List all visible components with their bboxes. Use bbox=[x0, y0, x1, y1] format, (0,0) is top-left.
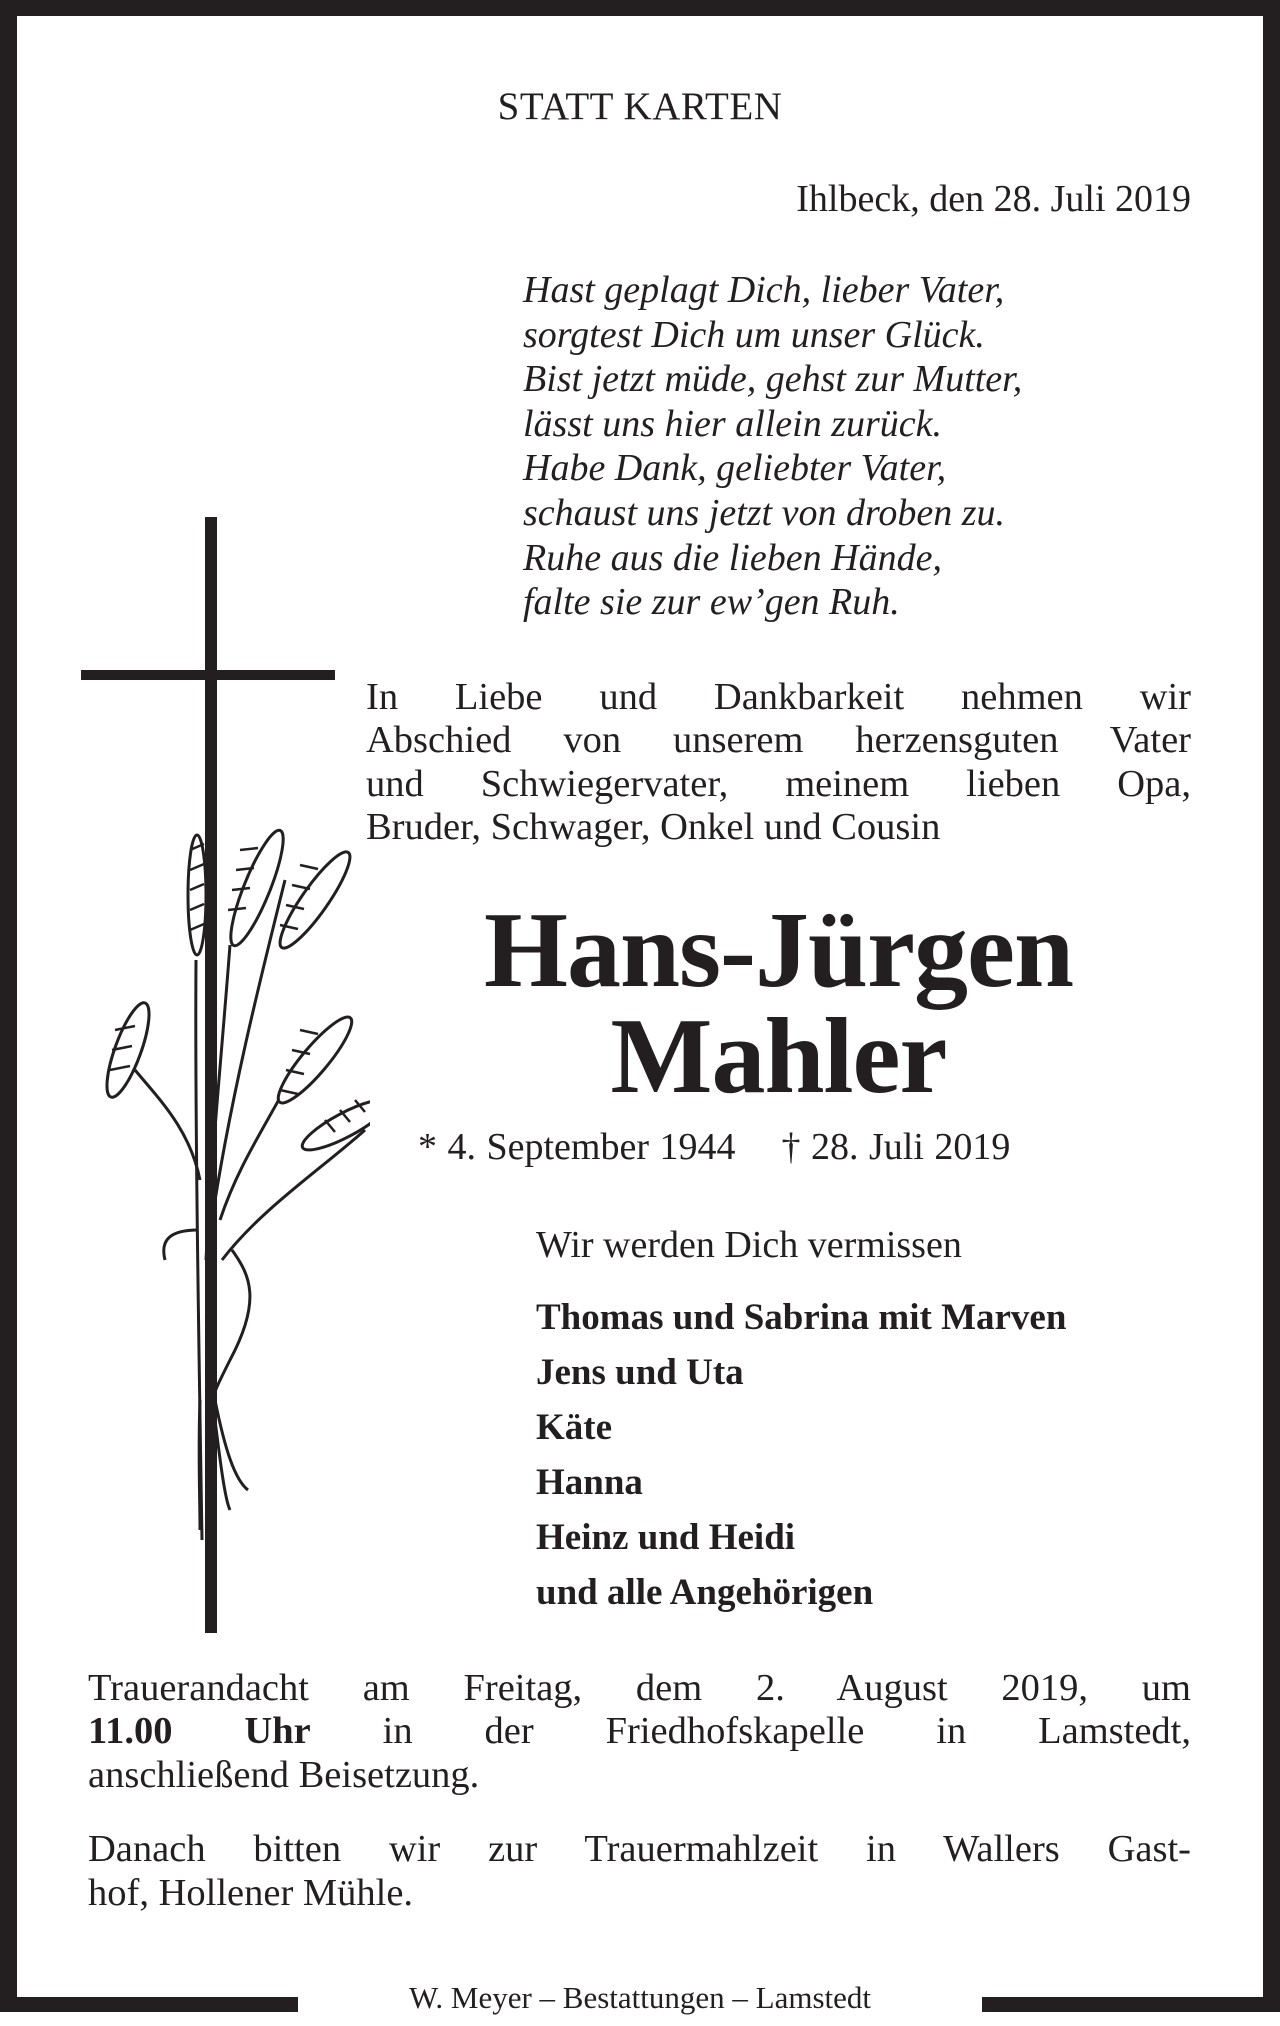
mourner: Heinz und Heidi bbox=[536, 1517, 796, 1558]
poem bbox=[523, 268, 1022, 625]
undertaker-footer: W. Meyer – Bestattungen – Lamstedt bbox=[408, 1980, 872, 2015]
wheat-ears-icon bbox=[135, 880, 365, 1540]
poem-line: lässt uns hier allein zurück. bbox=[523, 402, 943, 445]
wheat-heads bbox=[99, 826, 370, 1158]
missing-you-line: Wir werden Dich vermissen bbox=[536, 1224, 962, 1266]
place-date-line: Ihlbeck, den 28. Juli 2019 bbox=[796, 178, 1191, 220]
service-line bbox=[88, 1710, 1191, 1753]
death-date: † 28. Juli 2019 bbox=[781, 1126, 1011, 1168]
border-bottom-left bbox=[0, 1997, 298, 2012]
funeral-meal-info bbox=[88, 1827, 1191, 1915]
mourner: und alle Angehörigen bbox=[536, 1572, 874, 1613]
poem-line: sorgtest Dich um unser Glück. bbox=[523, 313, 985, 356]
mourner: Hanna bbox=[536, 1462, 643, 1503]
poem-line: Hast geplagt Dich, lieber Vater, bbox=[523, 269, 1005, 311]
intro-line: Abschied von unserem herzensguten Vater bbox=[366, 719, 1191, 762]
mourner: Käte bbox=[536, 1407, 613, 1448]
service-info bbox=[88, 1667, 1191, 1797]
border-top bbox=[0, 0, 1280, 16]
poem-line: Bist jetzt müde, gehst zur Mutter, bbox=[523, 358, 1023, 401]
border-right bbox=[1263, 0, 1280, 2012]
poem-line: falte sie zur ew’gen Ruh. bbox=[523, 581, 900, 624]
service-location: in der Friedhofskapelle in Lamstedt, bbox=[382, 1710, 1192, 1753]
meal-line: Danach bitten wir zur Trauermahlzeit in Wallers Gast- bbox=[88, 1828, 1191, 1870]
deceased-last-name: Mahler bbox=[610, 997, 947, 1116]
birth-date: * 4. September 1944 bbox=[418, 1126, 736, 1168]
intro-line: Bruder, Schwager, Onkel und Cousin bbox=[366, 805, 941, 848]
farewell-paragraph bbox=[366, 676, 1191, 849]
statt-karten-heading: STATT KARTEN bbox=[497, 85, 783, 128]
mourners-list bbox=[536, 1290, 1066, 1620]
service-line: Trauerandacht am Freitag, dem 2. August 2019, um bbox=[88, 1667, 1191, 1709]
intro-line: In Liebe und Dankbarkeit nehmen wir bbox=[366, 676, 1191, 718]
deceased-first-name: Hans-Jürgen bbox=[483, 891, 1074, 1010]
border-left bbox=[0, 0, 17, 2012]
service-line: anschließend Beisetzung. bbox=[88, 1753, 480, 1796]
cross-with-wheat-icon bbox=[70, 500, 370, 1640]
border-bottom-right bbox=[982, 1997, 1280, 2012]
life-dates bbox=[418, 1125, 1010, 1169]
poem-line: Habe Dank, geliebter Vater, bbox=[523, 447, 947, 490]
meal-line: hof, Hollener Mühle. bbox=[88, 1872, 414, 1914]
intro-line: und Schwiegervater, meinem lieben Opa, bbox=[366, 762, 1191, 805]
service-time: 11.00 Uhr bbox=[88, 1710, 311, 1753]
mourner: Jens und Uta bbox=[536, 1352, 744, 1393]
poem-line: schaust uns jetzt von droben zu. bbox=[523, 491, 1006, 534]
mourner: Thomas und Sabrina mit Marven bbox=[536, 1297, 1067, 1338]
poem-line: Ruhe aus die lieben Hände, bbox=[523, 536, 942, 579]
